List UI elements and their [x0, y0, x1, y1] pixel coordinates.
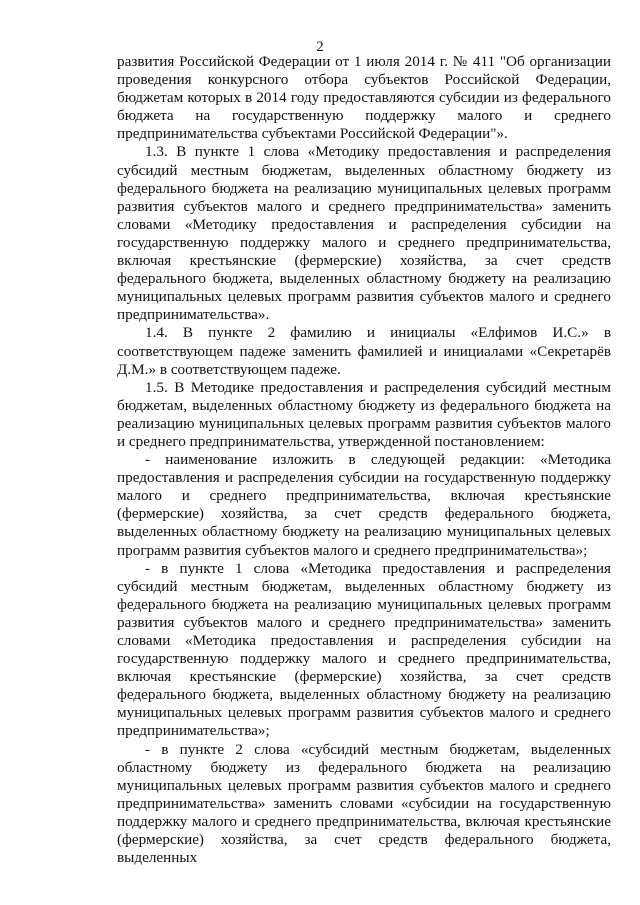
document-body	[117, 53, 611, 867]
paragraph-1-3: 1.3. В пункте 1 слова «Методику предоставления и распределения субсидий местным бюджетам, выделенных областному бюджету из федерального бюджета на реализацию муниципальных целевых программ развития субъектов малого и среднего предпринимательства» заменить словами «Методику предоставления и распределения субсидии на государственную поддержку малого и среднего предпринимательства, включая крестьянские (фермерские) хозяйства, за счет средств федерального бюджета, выделенных областному бюджету на реализацию муниципальных целевых программ развития субъектов малого и среднего предпринимательства».	[117, 143, 611, 324]
paragraph-1-5: 1.5. В Методике предоставления и распределения субсидий местным бюджетам, выделенных областному бюджету из федерального бюджета на реализацию муниципальных целевых программ развития субъектов малого и среднего предпринимательства, утвержденной постановлением:	[117, 378, 611, 450]
list-item-name-change: - наименование изложить в следующей редакции: «Методика предоставления и распределения субсидии на государственную поддержку малого и среднего предпринимательства, включая крестьянские (фермерские) хозяйства, за счет средств федерального бюджета, выделенных областному бюджету на реализацию муниципальных целевых программ развития субъектов малого и среднего предпринимательства»;	[117, 451, 611, 559]
list-item-point-2: - в пункте 2 слова «субсидий местным бюджетам, выделенных областному бюджету из федерального бюджета на реализацию муниципальных целевых программ развития субъектов малого и среднего предпринимательства» заменить словами «субсидии на государственную поддержку малого и среднего предпринимательства, включая крестьянские (фермерские) хозяйства, за счет средств федерального бюджета, выделенных	[117, 740, 611, 867]
paragraph-continuation: развития Российской Федерации от 1 июля 2014 г. № 411 "Об организации проведения конкурсного отбора субъектов Российской Федерации, бюджетам которых в 2014 году предоставляются субсидии из федерального бюджета на государственную поддержку малого и среднего предпринимательства субъектами Российской Федерации"».	[117, 53, 611, 143]
list-item-point-1: - в пункте 1 слова «Методика предоставления и распределения субсидий местным бюджетам, выделенных областному бюджету из федерального бюджета на реализацию муниципальных целевых программ развития субъектов малого и среднего предпринимательства» заменить словами «Методика предоставления и распределения субсидии на государственную поддержку малого и среднего предпринимательства, включая крестьянские (фермерские) хозяйства, за счет средств федерального бюджета, выделенных областному бюджету на реализацию муниципальных целевых программ развития субъектов малого и среднего предпринимательства»;	[117, 559, 611, 740]
paragraph-1-4: 1.4. В пункте 2 фамилию и инициалы «Елфимов И.С.» в соответствующем падеже заменить фамилией и инициалами «Секретарёв Д.М.» в соответствующем падеже.	[117, 324, 611, 378]
page-number: 2	[316, 39, 324, 55]
